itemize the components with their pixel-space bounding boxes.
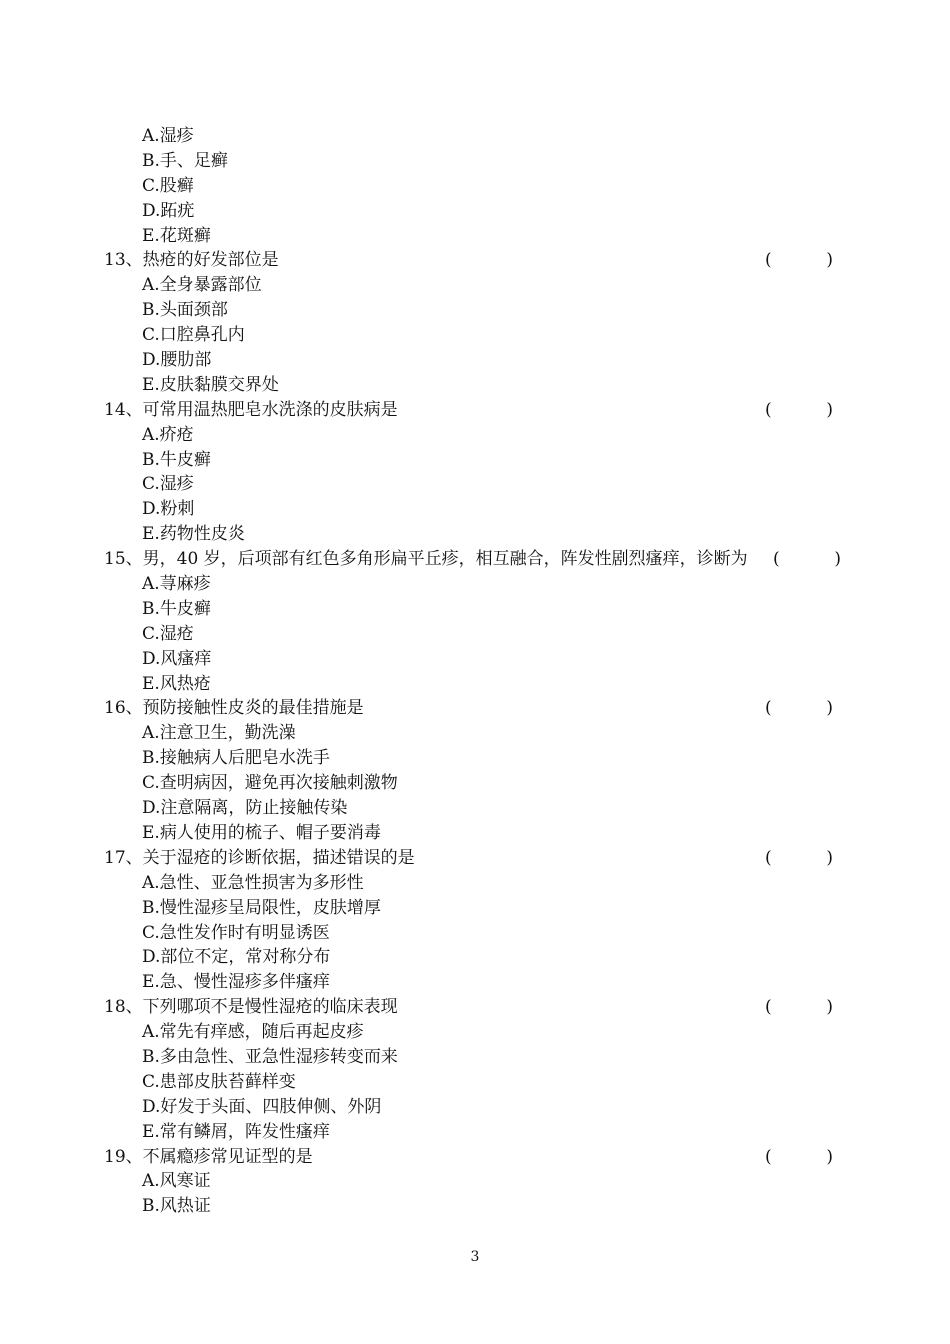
option-d: D.部位不定，常对称分布 [142,947,331,968]
option-e: E.皮肤黏膜交界处 [142,374,279,395]
option-a: A.风寒证 [142,1171,211,1192]
lead-option: C.股癣 [142,175,194,196]
option-a: A.疥疮 [142,424,194,445]
option-a: A.常先有痒感，随后再起皮疹 [142,1022,364,1043]
question-stem: 14、可常用温热肥皂水洗涤的皮肤病是 [104,399,398,420]
option-d: D.风瘙痒 [142,648,212,669]
question-stem: 16、预防接触性皮炎的最佳措施是 [104,698,364,719]
lead-option: A.湿疹 [142,126,194,146]
option-e: E.急、慢性湿疹多伴瘙痒 [142,972,330,993]
question-16: 16、预防接触性皮炎的最佳措施是 ( ) [104,698,833,719]
question-15: 15、男，40 岁，后项部有红色多角形扁平丘疹，相互融合，阵发性剧烈瘙痒，诊断为 ( ) [104,549,841,570]
option-a: A.荨麻疹 [142,574,211,595]
option-e: E.药物性皮炎 [142,524,245,545]
option-d: D.粉刺 [142,499,195,520]
option-b: B.头面颈部 [142,300,228,321]
option-b: B.慢性湿疹呈局限性，皮肤增厚 [142,897,381,918]
question-stem: 19、不属瘾疹常见证型的是 [104,1146,313,1167]
option-c: C.口腔鼻孔内 [142,325,245,346]
question-14: 14、可常用温热肥皂水洗涤的皮肤病是 ( ) [104,399,833,420]
option-e: E.风热疮 [142,673,211,694]
option-c: C.查明病因，避免再次接触刺激物 [142,773,398,794]
option-d: D.腰肋部 [142,350,212,371]
question-19: 19、不属瘾疹常见证型的是 ( ) [104,1146,833,1167]
option-c: C.急性发作时有明显诱医 [142,922,330,943]
page-number: 3 [470,1249,480,1265]
option-b: B.牛皮癣 [142,449,211,470]
lead-option: E.花斑癣 [142,225,211,246]
option-c: C.湿疹 [142,474,194,495]
option-a: A.全身暴露部位 [142,275,262,296]
question-13: 13、热疮的好发部位是 ( ) [104,250,833,271]
lead-option: D.跖疣 [142,200,195,221]
option-c: C.患部皮肤苔藓样变 [142,1071,296,1092]
option-b: B.多由急性、亚急性湿疹转变而来 [142,1046,398,1067]
option-e: E.常有鳞屑，阵发性瘙痒 [142,1121,330,1142]
question-18: 18、下列哪项不是慢性湿疮的临床表现 ( ) [104,997,833,1018]
option-e: E.病人使用的梳子、帽子要消毒 [142,822,381,843]
option-c: C.湿疮 [142,623,194,644]
option-d: D.好发于头面、四肢伸侧、外阴 [142,1096,382,1117]
question-stem: 18、下列哪项不是慢性湿疮的临床表现 [104,997,398,1018]
question-stem: 17、关于湿疮的诊断依据，描述错误的是 [104,847,415,868]
option-d: D.注意隔离，防止接触传染 [142,798,348,819]
option-a: A.急性、亚急性损害为多形性 [142,872,364,893]
option-b: B.风热证 [142,1196,211,1217]
option-a: A.注意卫生，勤洗澡 [142,723,296,744]
lead-option: B.手、足癣 [142,150,228,171]
question-17: 17、关于湿疮的诊断依据，描述错误的是 ( ) [104,847,833,868]
option-b: B.接触病人后肥皂水洗手 [142,748,330,769]
document-body [0,124,950,1219]
question-stem: 15、男，40 岁，后项部有红色多角形扁平丘疹，相互融合，阵发性剧烈瘙痒，诊断为 [104,549,748,570]
question-stem: 13、热疮的好发部位是 [104,250,279,271]
option-b: B.牛皮癣 [142,598,211,619]
